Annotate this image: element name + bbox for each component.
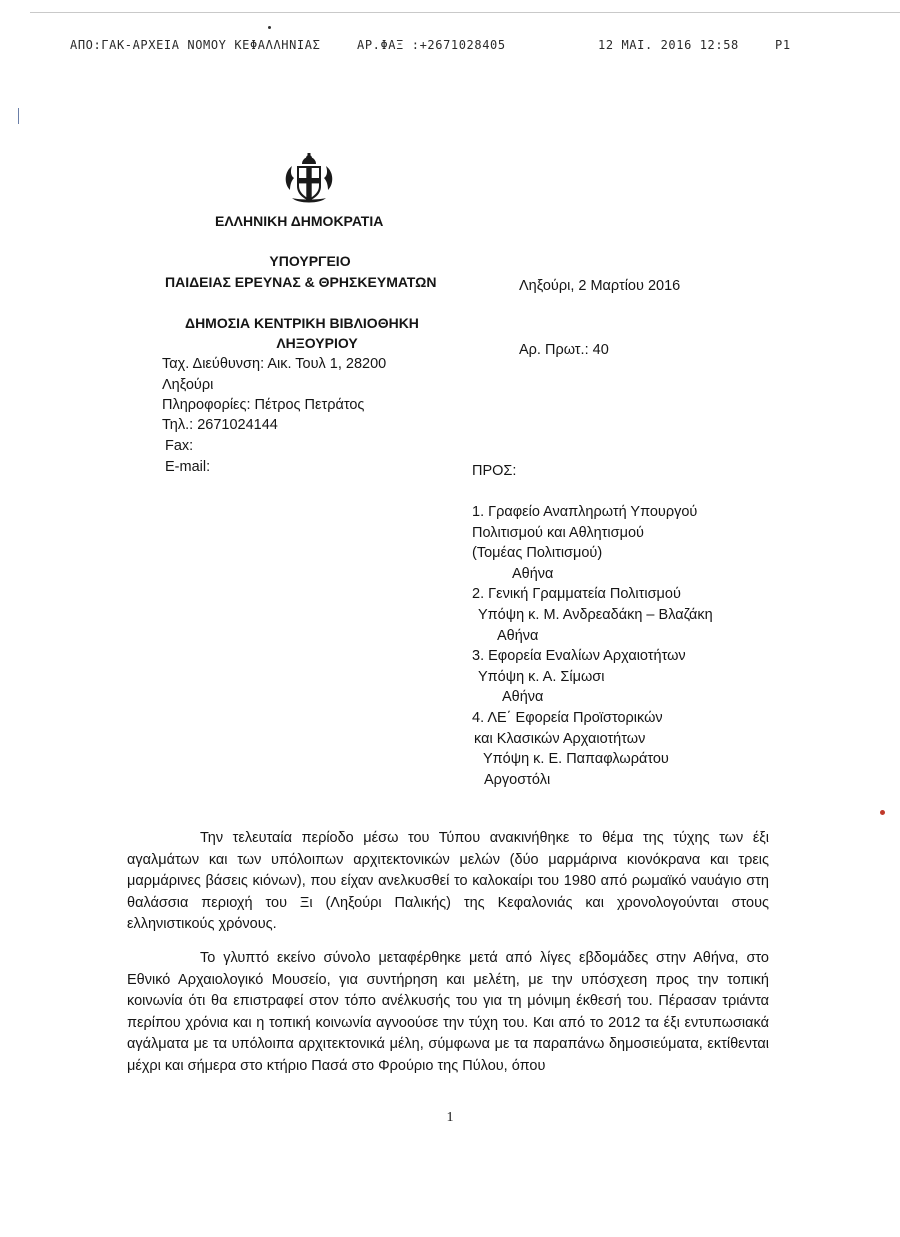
scan-edge-mark <box>18 108 19 124</box>
library-name: ΔΗΜΟΣΙΑ ΚΕΝΤΡΙΚΗ ΒΙΒΛΙΟΘΗΚΗ <box>185 315 419 331</box>
to-label: ΠΡΟΣ: <box>472 463 517 479</box>
list-item: Υπόψη κ. Μ. Ανδρεαδάκη – Βλαζάκη <box>478 606 713 623</box>
ministry-title: ΥΠΟΥΡΓΕΙΟ <box>269 253 351 269</box>
scan-speck <box>880 810 885 815</box>
list-item: Πολιτισμού και Αθλητισμού <box>472 524 644 541</box>
fax-sender: ΑΠΟ:ΓΑΚ-ΑΡΧΕΙΑ ΝΟΜΟΥ ΚΕΦΑΛΛΗΝΙΑΣ <box>70 38 321 52</box>
place-date: Ληξούρι, 2 Μαρτίου 2016 <box>519 278 681 294</box>
fax-number: ΑΡ.ΦΑΞ :+2671028405 <box>357 38 506 52</box>
list-item: Αθήνα <box>497 627 539 644</box>
fax-label: Fax: <box>165 438 194 454</box>
list-item: 2. Γενική Γραμματεία Πολιτισμού <box>472 586 681 603</box>
list-item: (Τομέας Πολιτισμού) <box>472 545 603 562</box>
contact-info: Πληροφορίες: Πέτρος Πετράτος <box>162 397 365 413</box>
scan-edge-line <box>30 12 900 13</box>
city: Ληξούρι <box>162 377 214 393</box>
page-number: 1 <box>446 1110 454 1125</box>
body-paragraph: Την τελευταία περίοδο μέσω του Τύπου ανακινήθηκε το θέμα της τύχης των έξι αγαλμάτων και των υπόλοιπων αρχιτεκτονικών μελών (δύο μαρμάρινα κιονόκρανα και τρεις μαρμάρινες βάσεις κιόνων), που είχαν ανελκυσθεί το καλοκαίρι του 1980 από ρωμαϊκό ναυάγιο στη θαλάσσια περιοχή του Ξι (Ληξούρι Παλικής) της Κεφαλονιάς και χρονολογούνται στους ελληνιστικούς χρόνους. <box>127 830 769 933</box>
protocol-number: Αρ. Πρωτ.: 40 <box>519 342 609 358</box>
ministry-name: ΠΑΙΔΕΙΑΣ ΕΡΕΥΝΑΣ & ΘΡΗΣΚΕΥΜΑΤΩΝ <box>165 274 437 290</box>
republic-heading: ΕΛΛΗΝΙΚΗ ΔΗΜΟΚΡΑΤΙΑ <box>215 213 384 229</box>
email-label: E-mail: <box>165 459 211 475</box>
list-item: Αργοστόλι <box>484 771 551 788</box>
greek-coat-of-arms-icon <box>280 152 338 210</box>
list-item: 1. Γραφείο Αναπληρωτή Υπουργού <box>472 504 698 520</box>
list-item: Υπόψη κ. Ε. Παπαφλωράτου <box>483 751 669 768</box>
list-item: 3. Εφορεία Εναλίων Αρχαιοτήτων <box>472 648 686 665</box>
postal-address: Ταχ. Διεύθυνση: Αικ. Τουλ 1, 28200 <box>162 356 387 372</box>
list-item: Υπόψη κ. Α. Σίμωσι <box>478 668 605 685</box>
list-item: Αθήνα <box>512 565 554 582</box>
fax-page: P1 <box>775 38 791 52</box>
phone: Τηλ.: 2671024144 <box>162 417 278 433</box>
fax-datetime: 12 ΜΑΙ. 2016 12:58 <box>598 38 739 52</box>
recipients-list <box>472 502 713 790</box>
list-item: 4. ΛΕ΄ Εφορεία Προϊστορικών <box>472 709 663 726</box>
scan-speck <box>268 26 271 29</box>
library-location: ΛΗΞΟΥΡΙΟΥ <box>276 335 358 351</box>
body-paragraph: Το γλυπτό εκείνο σύνολο μεταφέρθηκε μετά από λίγες εβδομάδες στην Αθήνα, στο Εθνικό Αρχαιολογικό Μουσείο, για συντήρηση και μελέτη, με την υπόσχεση προς την τοπική κοινωνία ότι θα επιστραφεί στον τόπο ανέλκυσής του για τη μόνιμη έκθεσή του. Πέρασαν τριάντα περίπου χρόνια και η τοπική κοινωνία αγνοούσε την τύχη του. Και από το 2012 τα έξι εντυπωσιακά αγάλματα με τα υπόλοιπα αρχιτεκτονικά μέλη, σύμφωνα με τα παραπάνω δημοσιεύματα, εκτίθενται μέχρι και σήμερα στο κτήριο Πασά στο Φρούριο της Πύλου, όπου <box>127 950 769 1074</box>
list-item: Αθήνα <box>502 689 544 706</box>
list-item: και Κλασικών Αρχαιοτήτων <box>474 730 646 747</box>
